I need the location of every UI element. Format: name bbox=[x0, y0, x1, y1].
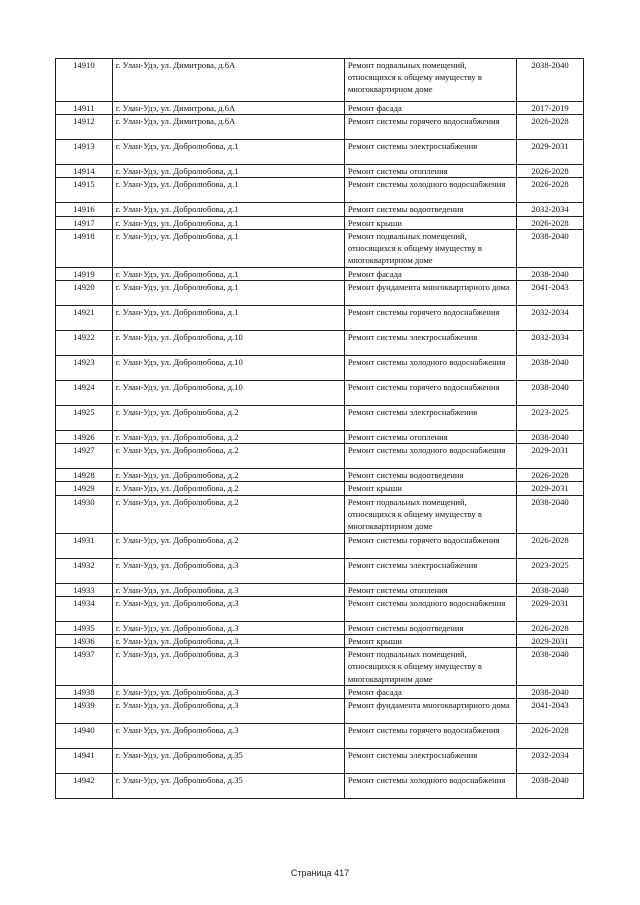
row-number: 14928 bbox=[56, 469, 113, 482]
address-cell: г. Улан-Удэ, ул. Добролюбова, д.3 bbox=[112, 724, 344, 749]
work-type-cell: Ремонт крыши bbox=[344, 216, 516, 229]
address-cell: г. Улан-Удэ, ул. Димитрова, д.6А bbox=[112, 59, 344, 102]
work-type-cell: Ремонт фундамента многоквартирного дома bbox=[344, 699, 516, 724]
period-cell: 2041-2043 bbox=[517, 699, 584, 724]
row-number: 14933 bbox=[56, 583, 113, 596]
work-type-cell: Ремонт системы холодного водоснабжения bbox=[344, 178, 516, 203]
address-cell: г. Улан-Удэ, ул. Добролюбова, д.1 bbox=[112, 229, 344, 267]
row-number: 14937 bbox=[56, 648, 113, 686]
address-cell: г. Улан-Удэ, ул. Добролюбова, д.3 bbox=[112, 635, 344, 648]
address-cell: г. Улан-Удэ, ул. Добролюбова, д.1 bbox=[112, 140, 344, 165]
period-cell: 2026-2028 bbox=[517, 115, 584, 140]
work-type-cell: Ремонт системы горячего водоснабжения bbox=[344, 724, 516, 749]
row-number: 14940 bbox=[56, 724, 113, 749]
table-row bbox=[56, 115, 584, 140]
period-cell: 2029-2031 bbox=[517, 635, 584, 648]
period-cell: 2038-2040 bbox=[517, 356, 584, 381]
period-cell: 2038-2040 bbox=[517, 59, 584, 102]
work-type-cell: Ремонт фундамента многоквартирного дома bbox=[344, 281, 516, 306]
row-number: 14921 bbox=[56, 306, 113, 331]
period-cell: 2038-2040 bbox=[517, 495, 584, 533]
page-number: Страница 417 bbox=[290, 868, 350, 878]
table-row bbox=[56, 102, 584, 115]
table-row bbox=[56, 140, 584, 165]
work-type-cell: Ремонт системы холодного водоснабжения bbox=[344, 356, 516, 381]
row-number: 14938 bbox=[56, 686, 113, 699]
table-row bbox=[56, 306, 584, 331]
table-row bbox=[56, 229, 584, 267]
row-number: 14927 bbox=[56, 444, 113, 469]
table-row bbox=[56, 724, 584, 749]
table-body bbox=[56, 59, 584, 799]
period-cell: 2029-2031 bbox=[517, 482, 584, 495]
address-cell: г. Улан-Удэ, ул. Добролюбова, д.3 bbox=[112, 699, 344, 724]
period-cell: 2038-2040 bbox=[517, 431, 584, 444]
row-number: 14918 bbox=[56, 229, 113, 267]
table-row bbox=[56, 406, 584, 431]
table-row bbox=[56, 686, 584, 699]
row-number: 14929 bbox=[56, 482, 113, 495]
period-cell: 2023-2025 bbox=[517, 406, 584, 431]
period-cell: 2038-2040 bbox=[517, 648, 584, 686]
address-cell: г. Улан-Удэ, ул. Добролюбова, д.2 bbox=[112, 533, 344, 558]
work-type-cell: Ремонт системы электроснабжения bbox=[344, 558, 516, 583]
work-type-cell: Ремонт системы электроснабжения bbox=[344, 406, 516, 431]
table-row bbox=[56, 356, 584, 381]
row-number: 14916 bbox=[56, 203, 113, 216]
table-row bbox=[56, 431, 584, 444]
address-cell: г. Улан-Удэ, ул. Добролюбова, д.3 bbox=[112, 583, 344, 596]
table-row bbox=[56, 558, 584, 583]
address-cell: г. Улан-Удэ, ул. Димитрова, д.6А bbox=[112, 115, 344, 140]
address-cell: г. Улан-Удэ, ул. Добролюбова, д.1 bbox=[112, 281, 344, 306]
period-cell: 2038-2040 bbox=[517, 686, 584, 699]
period-cell: 2026-2028 bbox=[517, 533, 584, 558]
period-cell: 2038-2040 bbox=[517, 381, 584, 406]
period-cell: 2026-2028 bbox=[517, 724, 584, 749]
address-cell: г. Улан-Удэ, ул. Добролюбова, д.1 bbox=[112, 165, 344, 178]
period-cell: 2032-2034 bbox=[517, 331, 584, 356]
work-type-cell: Ремонт системы отопления bbox=[344, 431, 516, 444]
address-cell: г. Улан-Удэ, ул. Добролюбова, д.3 bbox=[112, 621, 344, 634]
row-number: 14941 bbox=[56, 749, 113, 774]
work-type-cell: Ремонт подвальных помещений, относящихся к общему имуществу в многоквартирном доме bbox=[344, 648, 516, 686]
period-cell: 2029-2031 bbox=[517, 596, 584, 621]
table-row bbox=[56, 596, 584, 621]
row-number: 14910 bbox=[56, 59, 113, 102]
row-number: 14922 bbox=[56, 331, 113, 356]
work-type-cell: Ремонт системы горячего водоснабжения bbox=[344, 115, 516, 140]
address-cell: г. Улан-Удэ, ул. Добролюбова, д.2 bbox=[112, 469, 344, 482]
row-number: 14935 bbox=[56, 621, 113, 634]
work-type-cell: Ремонт системы электроснабжения bbox=[344, 140, 516, 165]
table-row bbox=[56, 469, 584, 482]
work-type-cell: Ремонт системы отопления bbox=[344, 165, 516, 178]
work-type-cell: Ремонт системы горячего водоснабжения bbox=[344, 533, 516, 558]
work-type-cell: Ремонт системы горячего водоснабжения bbox=[344, 381, 516, 406]
address-cell: г. Улан-Удэ, ул. Добролюбова, д.1 bbox=[112, 216, 344, 229]
work-type-cell: Ремонт системы водоотведения bbox=[344, 621, 516, 634]
table-row bbox=[56, 381, 584, 406]
address-cell: г. Улан-Удэ, ул. Добролюбова, д.1 bbox=[112, 306, 344, 331]
address-cell: г. Улан-Удэ, ул. Добролюбова, д.2 bbox=[112, 482, 344, 495]
work-type-cell: Ремонт фасада bbox=[344, 686, 516, 699]
table-row bbox=[56, 583, 584, 596]
address-cell: г. Улан-Удэ, ул. Добролюбова, д.3 bbox=[112, 558, 344, 583]
table-row bbox=[56, 621, 584, 634]
period-cell: 2041-2043 bbox=[517, 281, 584, 306]
row-number: 14931 bbox=[56, 533, 113, 558]
address-cell: г. Улан-Удэ, ул. Димитрова, д.6А bbox=[112, 102, 344, 115]
row-number: 14920 bbox=[56, 281, 113, 306]
period-cell: 2026-2028 bbox=[517, 469, 584, 482]
work-type-cell: Ремонт подвальных помещений, относящихся к общему имуществу в многоквартирном доме bbox=[344, 495, 516, 533]
period-cell: 2026-2028 bbox=[517, 165, 584, 178]
address-cell: г. Улан-Удэ, ул. Добролюбова, д.2 bbox=[112, 495, 344, 533]
address-cell: г. Улан-Удэ, ул. Добролюбова, д.2 bbox=[112, 444, 344, 469]
address-cell: г. Улан-Удэ, ул. Добролюбова, д.35 bbox=[112, 774, 344, 799]
table-row bbox=[56, 267, 584, 280]
work-type-cell: Ремонт крыши bbox=[344, 482, 516, 495]
table-row bbox=[56, 482, 584, 495]
work-type-cell: Ремонт системы горячего водоснабжения bbox=[344, 306, 516, 331]
work-type-cell: Ремонт системы водоотведения bbox=[344, 203, 516, 216]
table-row bbox=[56, 444, 584, 469]
address-cell: г. Улан-Удэ, ул. Добролюбова, д.10 bbox=[112, 356, 344, 381]
row-number: 14934 bbox=[56, 596, 113, 621]
table-row bbox=[56, 281, 584, 306]
table-row bbox=[56, 59, 584, 102]
table-row bbox=[56, 331, 584, 356]
address-cell: г. Улан-Удэ, ул. Добролюбова, д.3 bbox=[112, 648, 344, 686]
work-type-cell: Ремонт фасада bbox=[344, 102, 516, 115]
work-type-cell: Ремонт системы водоотведения bbox=[344, 469, 516, 482]
period-cell: 2029-2031 bbox=[517, 140, 584, 165]
row-number: 14911 bbox=[56, 102, 113, 115]
row-number: 14917 bbox=[56, 216, 113, 229]
period-cell: 2038-2040 bbox=[517, 229, 584, 267]
table-row bbox=[56, 774, 584, 799]
address-cell: г. Улан-Удэ, ул. Добролюбова, д.3 bbox=[112, 686, 344, 699]
period-cell: 2017-2019 bbox=[517, 102, 584, 115]
address-cell: г. Улан-Удэ, ул. Добролюбова, д.1 bbox=[112, 203, 344, 216]
row-number: 14930 bbox=[56, 495, 113, 533]
repair-schedule-table bbox=[55, 58, 584, 799]
row-number: 14913 bbox=[56, 140, 113, 165]
row-number: 14915 bbox=[56, 178, 113, 203]
work-type-cell: Ремонт подвальных помещений, относящихся к общему имуществу в многоквартирном доме bbox=[344, 59, 516, 102]
address-cell: г. Улан-Удэ, ул. Добролюбова, д.1 bbox=[112, 267, 344, 280]
address-cell: г. Улан-Удэ, ул. Добролюбова, д.2 bbox=[112, 406, 344, 431]
table-row bbox=[56, 495, 584, 533]
table-row bbox=[56, 178, 584, 203]
work-type-cell: Ремонт крыши bbox=[344, 635, 516, 648]
row-number: 14923 bbox=[56, 356, 113, 381]
work-type-cell: Ремонт системы электроснабжения bbox=[344, 331, 516, 356]
work-type-cell: Ремонт системы электроснабжения bbox=[344, 749, 516, 774]
period-cell: 2032-2034 bbox=[517, 203, 584, 216]
table-row bbox=[56, 648, 584, 686]
period-cell: 2026-2028 bbox=[517, 178, 584, 203]
row-number: 14924 bbox=[56, 381, 113, 406]
period-cell: 2029-2031 bbox=[517, 444, 584, 469]
address-cell: г. Улан-Удэ, ул. Добролюбова, д.2 bbox=[112, 431, 344, 444]
row-number: 14914 bbox=[56, 165, 113, 178]
row-number: 14912 bbox=[56, 115, 113, 140]
address-cell: г. Улан-Удэ, ул. Добролюбова, д.1 bbox=[112, 178, 344, 203]
row-number: 14919 bbox=[56, 267, 113, 280]
row-number: 14925 bbox=[56, 406, 113, 431]
table-row bbox=[56, 533, 584, 558]
work-type-cell: Ремонт системы холодного водоснабжения bbox=[344, 596, 516, 621]
table-row bbox=[56, 635, 584, 648]
row-number: 14932 bbox=[56, 558, 113, 583]
period-cell: 2038-2040 bbox=[517, 583, 584, 596]
period-cell: 2023-2025 bbox=[517, 558, 584, 583]
period-cell: 2038-2040 bbox=[517, 267, 584, 280]
work-type-cell: Ремонт системы отопления bbox=[344, 583, 516, 596]
work-type-cell: Ремонт системы холодного водоснабжения bbox=[344, 444, 516, 469]
row-number: 14942 bbox=[56, 774, 113, 799]
period-cell: 2038-2040 bbox=[517, 774, 584, 799]
period-cell: 2026-2028 bbox=[517, 621, 584, 634]
row-number: 14939 bbox=[56, 699, 113, 724]
row-number: 14936 bbox=[56, 635, 113, 648]
address-cell: г. Улан-Удэ, ул. Добролюбова, д.10 bbox=[112, 331, 344, 356]
address-cell: г. Улан-Удэ, ул. Добролюбова, д.3 bbox=[112, 596, 344, 621]
row-number: 14926 bbox=[56, 431, 113, 444]
table-row bbox=[56, 699, 584, 724]
table-row bbox=[56, 165, 584, 178]
work-type-cell: Ремонт системы холодного водоснабжения bbox=[344, 774, 516, 799]
period-cell: 2032-2034 bbox=[517, 306, 584, 331]
table-row bbox=[56, 216, 584, 229]
address-cell: г. Улан-Удэ, ул. Добролюбова, д.10 bbox=[112, 381, 344, 406]
table-row bbox=[56, 749, 584, 774]
work-type-cell: Ремонт фасада bbox=[344, 267, 516, 280]
table-row bbox=[56, 203, 584, 216]
period-cell: 2026-2028 bbox=[517, 216, 584, 229]
work-type-cell: Ремонт подвальных помещений, относящихся к общему имуществу в многоквартирном доме bbox=[344, 229, 516, 267]
address-cell: г. Улан-Удэ, ул. Добролюбова, д.35 bbox=[112, 749, 344, 774]
period-cell: 2032-2034 bbox=[517, 749, 584, 774]
